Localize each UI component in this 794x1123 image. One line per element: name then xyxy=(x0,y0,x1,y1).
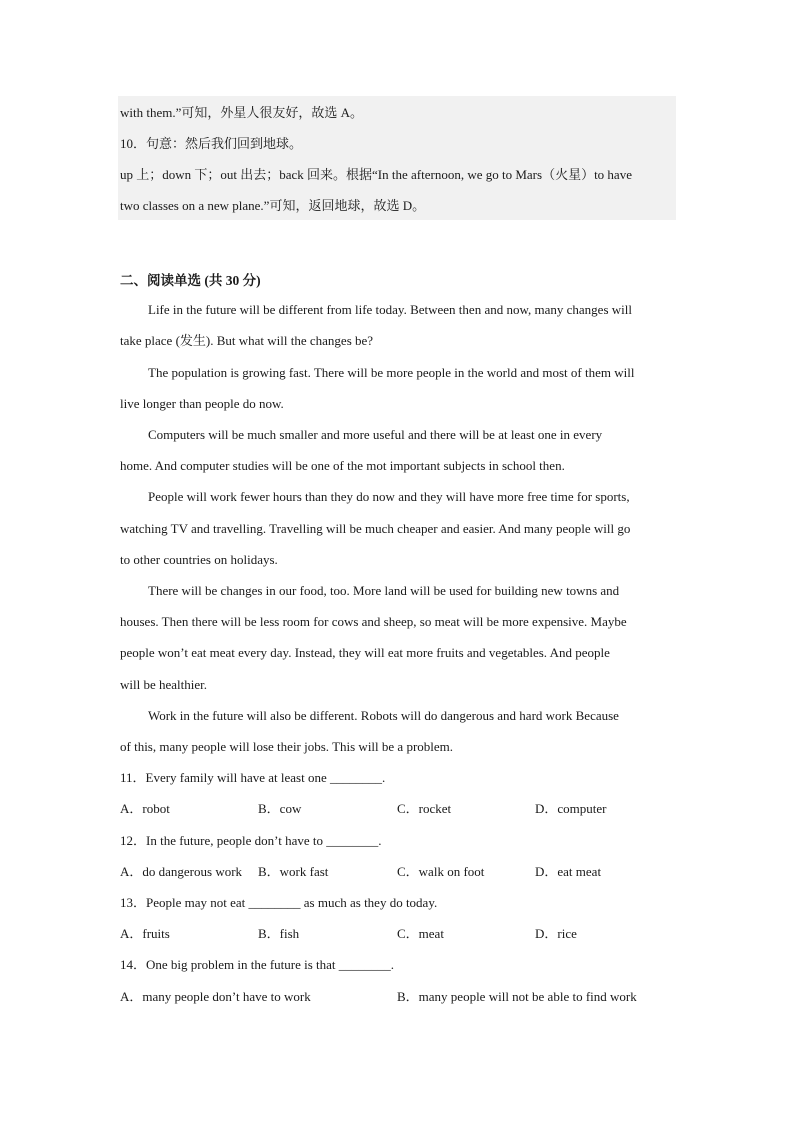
passage-line: live longer than people do now. xyxy=(120,396,284,411)
answer-option[interactable]: C．walk on foot xyxy=(397,864,485,879)
answer-option[interactable]: B．many people will not be able to find work xyxy=(397,989,637,1004)
answer-option[interactable]: B．work fast xyxy=(258,864,329,879)
answer-line: 10．句意：然后我们回到地球。 xyxy=(120,136,303,151)
answer-option[interactable]: B．fish xyxy=(258,926,300,941)
passage-line: to other countries on holidays. xyxy=(120,552,278,567)
section-heading: 二、阅读单选 (共 30 分) xyxy=(120,273,261,288)
passage-line: Life in the future will be different from life today. Between then and now, many changes will xyxy=(148,302,632,317)
answer-option[interactable]: D．eat meat xyxy=(535,864,602,879)
answer-option[interactable]: D．computer xyxy=(535,801,607,816)
answer-option[interactable]: C．rocket xyxy=(397,801,452,816)
passage-line: watching TV and travelling. Travelling will be much cheaper and easier. And many people will go xyxy=(120,521,631,536)
answer-option[interactable]: D．rice xyxy=(535,926,577,941)
answer-option[interactable]: B．cow xyxy=(258,801,302,816)
question-stem: 11．Every family will have at least one ________. xyxy=(120,770,386,785)
answer-line: with them.”可知，外星人很友好，故选 A。 xyxy=(120,105,364,120)
question-stem: 13．People may not eat ________ as much as they do today. xyxy=(120,895,438,910)
question-stem: 12．In the future, people don’t have to ________. xyxy=(120,833,382,848)
passage-line: home. And computer studies will be one of the mot important subjects in school then. xyxy=(120,458,565,473)
passage-line: The population is growing fast. There will be more people in the world and most of them will xyxy=(148,365,635,380)
passage-line: take place (发生). But what will the changes be? xyxy=(120,333,374,348)
answer-option[interactable]: A．do dangerous work xyxy=(120,864,243,879)
passage-line: will be healthier. xyxy=(120,677,208,692)
passage-line: people won’t eat meat every day. Instead, they will eat more fruits and vegetables. And people xyxy=(120,645,610,660)
answer-option[interactable]: A．robot xyxy=(120,801,170,816)
passage-line: People will work fewer hours than they do now and they will have more free time for sports, xyxy=(148,489,630,504)
passage-line: There will be changes in our food, too. More land will be used for building new towns and xyxy=(148,583,620,598)
passage-line: Work in the future will also be different. Robots will do dangerous and hard work Because xyxy=(148,708,619,723)
answer-line: two classes on a new plane.”可知，返回地球，故选 D。 xyxy=(120,198,426,213)
answer-option[interactable]: A．many people don’t have to work xyxy=(120,989,311,1004)
passage-line: of this, many people will lose their jobs. This will be a problem. xyxy=(120,739,454,754)
passage-line: houses. Then there will be less room for cows and sheep, so meat will be more expensive. Maybe xyxy=(120,614,627,629)
answer-line: up 上；down 下；out 出去；back 回来。根据“In the afternoon, we go to Mars（火星）to have xyxy=(120,167,632,182)
passage-line: Computers will be much smaller and more useful and there will be at least one in every xyxy=(148,427,603,442)
answer-option[interactable]: C．meat xyxy=(397,926,444,941)
answer-option[interactable]: A．fruits xyxy=(120,926,170,941)
question-stem: 14．One big problem in the future is that ________. xyxy=(120,957,395,972)
